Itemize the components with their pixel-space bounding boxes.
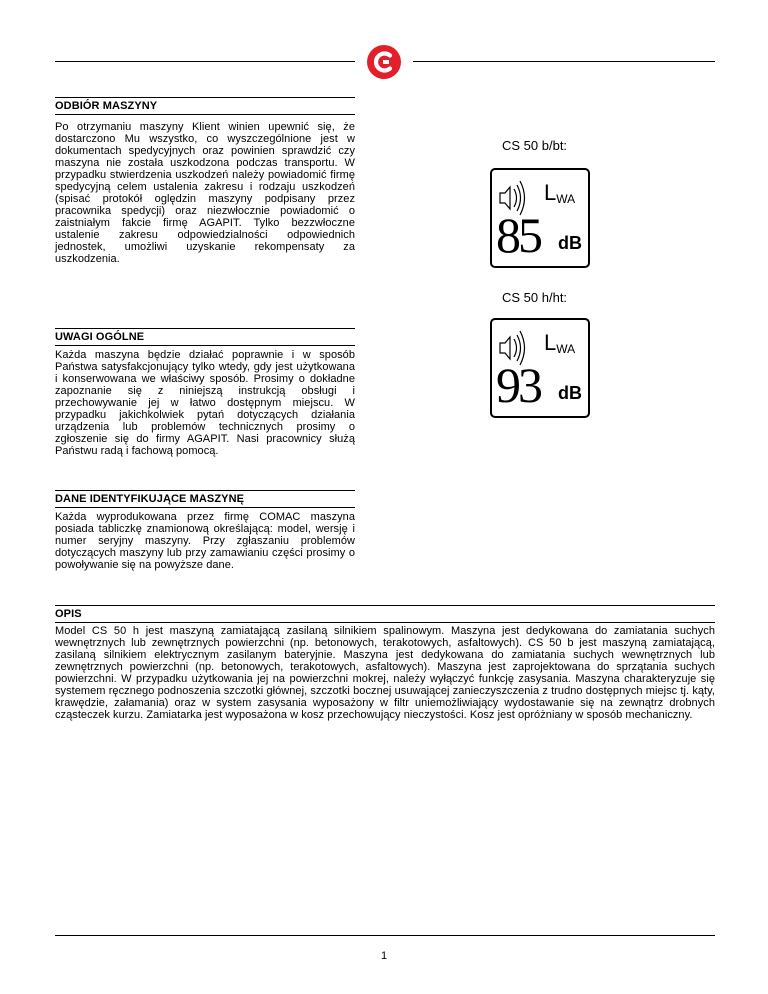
section-odbior (55, 97, 355, 265)
noise-unit: dB (558, 383, 582, 403)
comac-logo-icon (366, 44, 402, 80)
section-text: Po otrzymaniu maszyny Klient winien upewnić się, że dostarczono Mu wszystko, co wyszczególnione jest w dokumentach spedycyjnych oraz powinien sprawdzić czy maszyna nie została uszkodzona podczas transportu. W przypadku stwierdzenia uszkodzeń należy powiadomić firmę spedycyjną celem ustalenia zakresu i rodzaju uszkodzeń (spisać protokół oględzin maszyny podpisany przez pracownika spedycji) oraz niezwłocznie powiadomić o zaistniałym fakcie firmę AGAPIT. Tylko bezzwłoczne ustalenie zakresu odpowiedzialności odpowiednich jednostek, umożliwi uzyskanie rekompensaty za uszkodzenia. (55, 121, 355, 265)
noise-unit: dB (558, 233, 582, 253)
lwa-label: $L_{WA}$ (544, 180, 576, 206)
noise-value: 85 (496, 207, 540, 263)
noise-badge-2 (490, 318, 590, 418)
section-text: Model CS 50 h jest maszyną zamiatającą zasilaną silnikiem spalinowym. Maszyna jest dedykowana do zamiatania suchych wewnętrznych lub zewnętrznych powierzchni (np. betonowych, terakotowych, asfaltowych). CS 50 b jest maszyną zamiatającą, zasilaną silnikiem elektrycznym zasilanym bateryjnie. Maszyna jest dedykowana do zamiatania suchych wewnętrznych lub zewnętrznych powierzchni (np. betonowych, terakotowych, asfaltowych). Maszyna jest zaprojektowana do sprzątania suchych powierzchni. W przypadku użytkowania jej na powierzchni mokrej, należy wyłączyć funkcję zasysania. Maszyna charakteryzuje się systemem ręcznego podnoszenia szczotki głównej, szczotki bocznej usuwającej zanieczyszczenia z trudno dostępnych miejsc tj. kąty, krawędzie, załamania) oraz w system zasysania wyposażony w filtr uniemożliwiający wydostawanie się na zewnątrz drobnych cząsteczek kurzu. Zamiatarka jest wyposażona w kosz przechowujący nieczystości. Kosz jest opróżniany w sposób mechaniczny. (55, 625, 715, 721)
noise-badge-1 (490, 168, 590, 268)
header-rule-left (55, 61, 355, 62)
section-text: Każda wyprodukowana przez firmę COMAC maszyna posiada tabliczkę znamionową określającą: model, wersję i numer seryjny maszyny. Przy zgłaszaniu problemów dotyczących maszyny lub przy zamawianiu części prosimy o powoływanie się na powyższe dane. (55, 511, 355, 571)
section-title: OPIS (55, 605, 715, 623)
noise-value: 93 (496, 357, 540, 413)
page-number: 1 (380, 950, 388, 962)
section-title: ODBIÓR MASZYNY (55, 97, 355, 115)
section-text: Każda maszyna będzie działać poprawnie i w sposób Państwa satysfakcjonujący tylko wtedy, gdy jest użytkowana i konserwowana we właściwy sposób. Prosimy o dokładne zapoznanie się z niniejszą instrukcją obsługi i przechowywanie jej w łatwo dostępnym miejscu. W przypadku jakichkolwiek pytań dotyczących działania urządzenia lub problemów technicznych prosimy o zgłoszenie się do firmy AGAPIT. Nasi pracownicy służą Państwu radą i fachową pomocą. (55, 349, 355, 457)
noise-model-label-1: CS 50 b/bt: (502, 138, 568, 153)
section-opis (55, 605, 715, 721)
lwa-label: $L_{WA}$ (544, 330, 576, 356)
section-dane (55, 490, 355, 571)
section-title: UWAGI OGÓLNE (55, 328, 355, 346)
noise-model-label-2: CS 50 h/ht: (502, 290, 568, 305)
footer-rule (55, 935, 715, 936)
header-rule-right (413, 61, 715, 62)
section-title: DANE IDENTYFIKUJĄCE MASZYNĘ (55, 490, 355, 508)
section-uwagi (55, 328, 355, 457)
